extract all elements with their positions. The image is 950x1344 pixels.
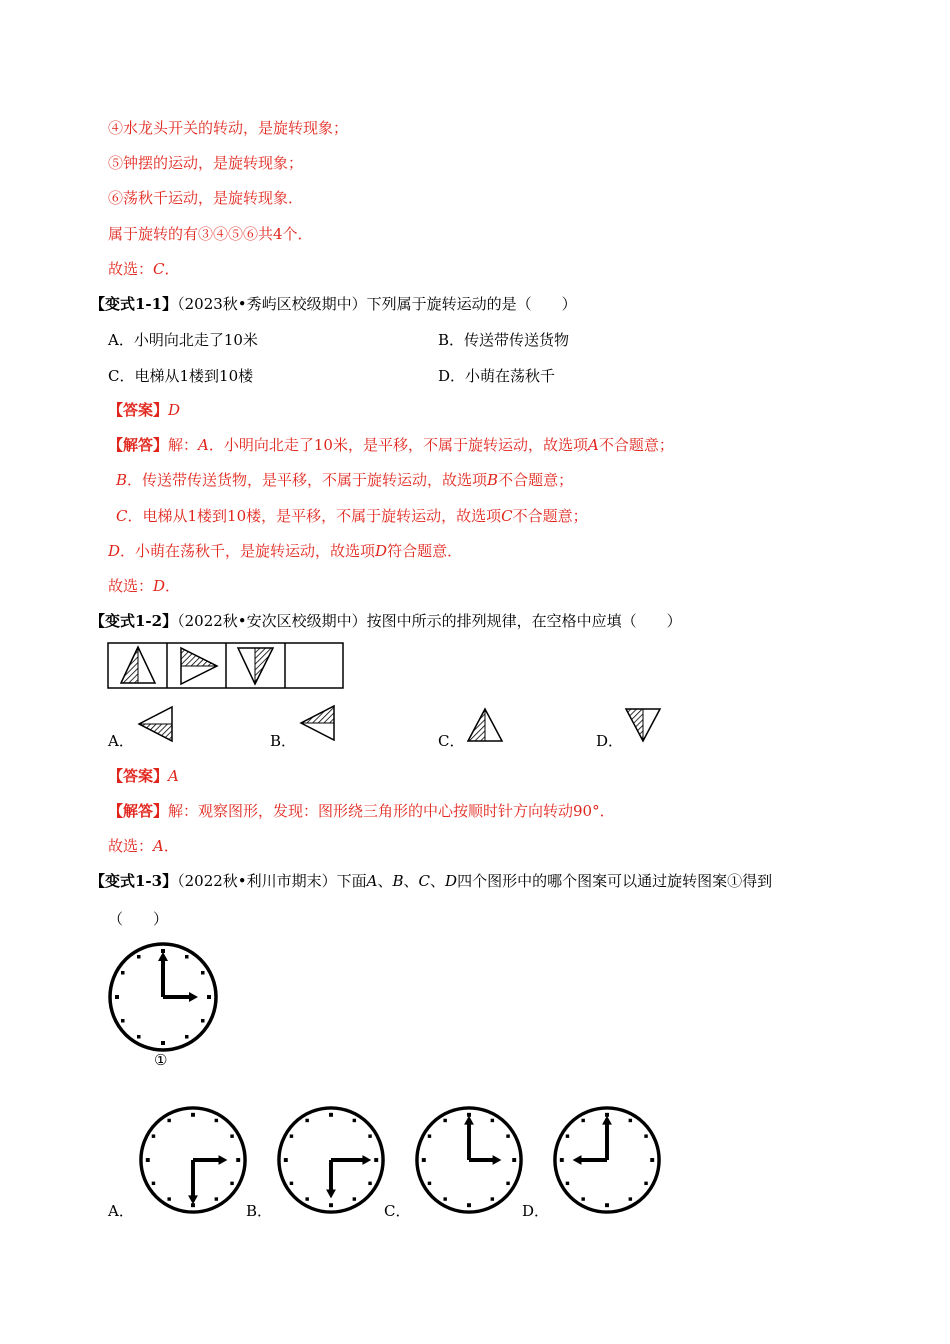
option-c-label: C． — [438, 732, 465, 750]
solution-line: 【解答】解：观察图形，发现：图形绕三角形的中心按顺时针方向转动90°． — [108, 802, 615, 820]
option-a: A．小明向北走了10米 — [108, 331, 258, 349]
question-1-3-paren: （ ） — [108, 910, 169, 928]
solution-line-c: C．电梯从1楼到10楼，是平移，不属于旋转运动，故选项C不合题意； — [116, 507, 588, 525]
option-c-triangle-up-icon — [464, 706, 506, 744]
option-a-triangle-left-icon — [136, 704, 176, 744]
choice-line: 故选：A． — [108, 837, 179, 855]
option-c: C．电梯从1楼到10楼 — [108, 367, 254, 385]
answer-line: 【答案】A — [108, 767, 179, 785]
option-a-clock-icon — [137, 1104, 249, 1216]
reference-clock-icon — [106, 940, 220, 1054]
choice-line: 故选：D． — [108, 577, 181, 595]
question-1-2-stem: 【变式1-2】（2022秋•安次区校级期中）按图中所示的排列规律，在空格中应填（ ） — [90, 612, 682, 630]
option-d-clock-icon — [551, 1104, 663, 1216]
option-b-label: B． — [270, 732, 297, 750]
option-d-label: D． — [596, 732, 624, 750]
option-d-triangle-down-icon — [622, 706, 664, 744]
solution-line-b: B．传送带传送货物，是平移，不属于旋转运动，故选项B不合题意； — [116, 471, 574, 489]
option-d: D．小萌在荡秋千 — [438, 367, 556, 385]
option-b-triangle-left-icon — [298, 703, 338, 743]
option-a-label: A． — [108, 1202, 134, 1220]
triangle-right-icon — [181, 648, 217, 684]
answer-line: 【答案】D — [108, 401, 181, 419]
prev-choice-line: 故选：C． — [108, 260, 180, 278]
triangle-up-icon — [121, 647, 155, 683]
solution-summary: 属于旋转的有③④⑤⑥共4个． — [108, 225, 313, 243]
solution-line-a: 【解答】解：A．小明向北走了10米，是平移，不属于旋转运动，故选项A不合题意； — [108, 436, 674, 454]
option-c-label: C． — [384, 1202, 411, 1220]
solution-line-6: ⑥荡秋千运动，是旋转现象． — [108, 189, 304, 207]
question-1-1-stem: 【变式1-1】（2023秋•秀屿区校级期中）下列属于旋转运动的是（ ） — [90, 295, 577, 313]
solution-line-d: D．小萌在荡秋千，是旋转运动，故选项D符合题意． — [108, 542, 463, 560]
pattern-sequence-figure — [107, 642, 345, 690]
figure-label-1: ① — [154, 1051, 168, 1069]
option-a-label: A． — [108, 732, 134, 750]
option-b: B．传送带传送货物 — [438, 331, 570, 349]
question-1-3-stem: 【变式1-3】（2022秋•利川市期末）下面A、B、C、D四个图形中的哪个图案可以通过旋转图案①得到 — [90, 872, 773, 890]
option-b-clock-icon — [275, 1104, 387, 1216]
solution-line-4: ④水龙头开关的转动，是旋转现象； — [108, 119, 349, 137]
option-c-clock-icon — [413, 1104, 525, 1216]
triangle-down-icon — [238, 648, 273, 684]
solution-line-5: ⑤钟摆的运动，是旋转现象； — [108, 154, 304, 172]
option-b-label: B． — [246, 1202, 273, 1220]
option-d-label: D． — [522, 1202, 550, 1220]
